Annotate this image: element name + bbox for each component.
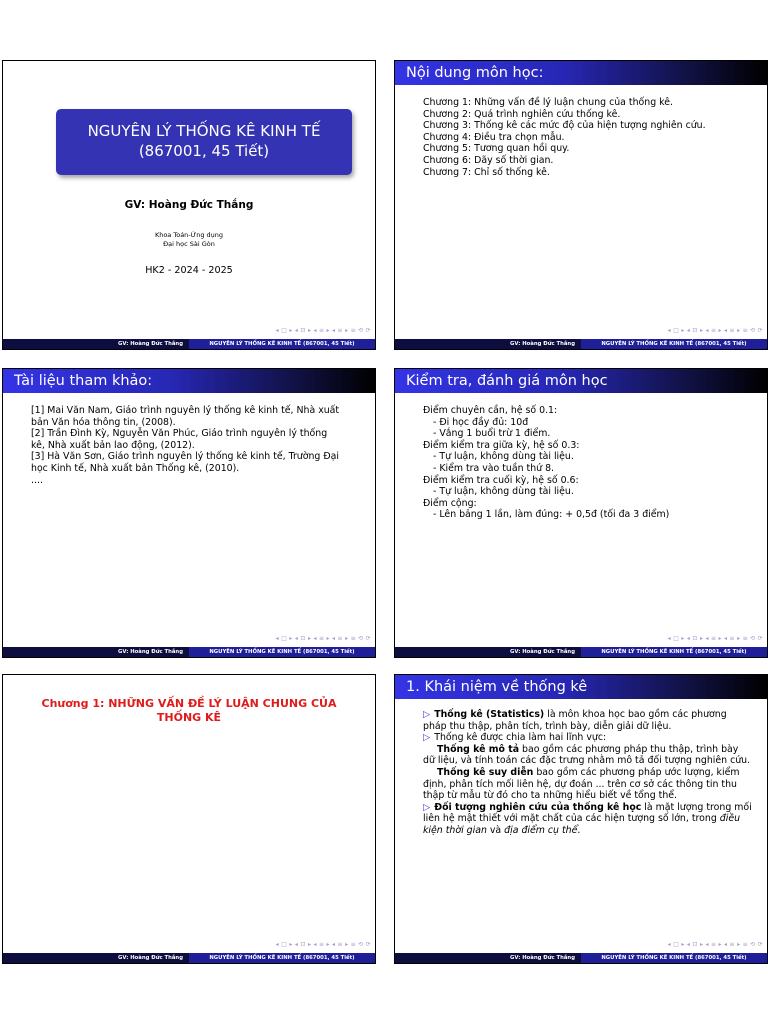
reference-list — [31, 405, 359, 486]
slide-footer — [395, 953, 767, 963]
footer-author: GV: Hoàng Đức Thắng — [395, 339, 581, 349]
paragraph-definition: ▷ Thống kê (Statistics) là môn khoa học bao gồm các phương pháp thu thập, phân tích, trình bày, diễn giải dữ liệu. — [423, 709, 727, 732]
slide-footer — [3, 647, 375, 657]
list-item: Chương 2: Quá trình nghiên cứu thống kê. — [423, 108, 621, 120]
slide-assessment — [394, 368, 768, 658]
triangle-bullet-icon: ▷ — [423, 732, 431, 744]
slide-footer — [395, 647, 767, 657]
slide-chapter-1 — [2, 674, 376, 964]
assessment-line: - Vắng 1 buổi trừ 1 điểm. — [433, 428, 551, 440]
slide-footer — [395, 339, 767, 349]
reference-line: .... — [31, 474, 43, 486]
assessment-line: - Đi học đầy đủ: 10đ — [433, 416, 529, 428]
footer-author: GV: Hoàng Đức Thắng — [395, 953, 581, 963]
paragraph-inferential: Thống kê suy diễn bao gồm các phương pháp ước lượng, kiểm định, phân tích mối liên hệ, dự đoán ... trên cơ sở các thông tin thu thập từ mẫu từ đó cho ta những hiểu biết về tổng thể. — [423, 766, 740, 802]
footer-author: GV: Hoàng Đức Thắng — [3, 647, 189, 657]
slide-references — [2, 368, 376, 658]
beamer-navigation-icons[interactable]: ◂ □ ▸ ◂ ⊡ ▸ ◂ ≡ ▸ ◂ ≡ ▸ ≡ ⟲ ⟳ — [275, 327, 371, 334]
beamer-navigation-icons[interactable]: ◂ □ ▸ ◂ ⊡ ▸ ◂ ≡ ▸ ◂ ≡ ▸ ≡ ⟲ ⟳ — [275, 635, 371, 642]
institute-university: Đại học Sài Gòn — [163, 240, 215, 248]
footer-course: NGUYÊN LÝ THỐNG KÊ KINH TẾ (867001, 45 Tiết) — [189, 647, 375, 657]
reference-line: [3] Hà Văn Sơn, Giáo trình nguyên lý thống kê kinh tế, Trường Đại — [31, 451, 339, 463]
triangle-bullet-icon: ▷ — [423, 709, 431, 720]
triangle-bullet-icon: ▷ — [423, 801, 431, 813]
reference-line: học Kinh tế, Nhà xuất bản Thống kê, (2010). — [31, 462, 240, 474]
chapter-title-line: Chương 1: NHỮNG VẤN ĐỀ LÝ LUẬN CHUNG CỦA — [41, 697, 337, 710]
slide-footer — [3, 339, 375, 349]
assessment-line: - Lên bảng 1 lần, làm đúng: + 0,5đ (tối đa 3 điểm) — [433, 509, 670, 521]
list-item: Chương 1: Những vấn đề lý luận chung của thống kê. — [423, 97, 673, 108]
slide-statistics-concept — [394, 674, 768, 964]
title-box — [56, 109, 352, 175]
footer-author: GV: Hoàng Đức Thắng — [395, 647, 581, 657]
paragraph-object: ▷ Đối tượng nghiên cứu của thống kê học là mặt lượng trong mối liên hệ mật thiết với mặt chất của các hiện tượng số lớn, trong điều kiện thời gian và địa điểm cụ thể. — [423, 801, 752, 836]
term-label: HK2 - 2024 - 2025 — [145, 265, 233, 276]
list-item: Chương 6: Dãy số thời gian. — [423, 154, 554, 166]
beamer-navigation-icons[interactable]: ◂ □ ▸ ◂ ⊡ ▸ ◂ ≡ ▸ ◂ ≡ ▸ ≡ ⟲ ⟳ — [667, 941, 763, 948]
list-item: Chương 7: Chỉ số thống kê. — [423, 166, 550, 178]
footer-course: NGUYÊN LÝ THỐNG KÊ KINH TẾ (867001, 45 Tiết) — [189, 953, 375, 963]
beamer-navigation-icons[interactable]: ◂ □ ▸ ◂ ⊡ ▸ ◂ ≡ ▸ ◂ ≡ ▸ ≡ ⟲ ⟳ — [667, 327, 763, 334]
footer-course: NGUYÊN LÝ THỐNG KÊ KINH TẾ (867001, 45 Tiết) — [581, 647, 767, 657]
course-code: (867001, 45 Tiết) — [138, 142, 270, 160]
author-name: GV: Hoàng Đức Thắng — [124, 199, 254, 211]
frame-title: 1. Khái niệm về thống kê — [395, 675, 767, 699]
reference-line: kê, Nhà xuất bản lao động, (2012). — [31, 439, 195, 451]
slide-footer — [3, 953, 375, 963]
assessment-line: Điểm kiểm tra giữa kỳ, hệ số 0.3: — [423, 439, 580, 451]
reference-line: bản Văn hóa thông tin, (2008). — [31, 416, 176, 428]
assessment-line: - Kiểm tra vào tuần thứ 8. — [433, 462, 555, 474]
beamer-navigation-icons[interactable]: ◂ □ ▸ ◂ ⊡ ▸ ◂ ≡ ▸ ◂ ≡ ▸ ≡ ⟲ ⟳ — [667, 635, 763, 642]
assessment-line: - Tự luận, không dùng tài liệu. — [433, 451, 574, 463]
list-item: Chương 4: Điều tra chọn mẫu. — [423, 131, 565, 143]
paragraph-descriptive: Thống kê mô tả bao gồm các phương pháp thu thập, trình bày dữ liệu, và tính toán các đặc trưng nhằm mô tả đối tượng nghiên cứu. — [423, 743, 751, 767]
slide-course-contents — [394, 60, 768, 350]
slide-title — [2, 60, 376, 350]
chapter-title-line: THỐNG KÊ — [156, 711, 222, 724]
footer-course: NGUYÊN LÝ THỐNG KÊ KINH TẾ (867001, 45 Tiết) — [581, 953, 767, 963]
footer-course: NGUYÊN LÝ THỐNG KÊ KINH TẾ (867001, 45 Tiết) — [189, 339, 375, 349]
course-title: NGUYÊN LÝ THỐNG KÊ KINH TẾ — [87, 122, 321, 140]
institute-faculty: Khoa Toán-Ứng dụng — [154, 231, 224, 239]
footer-course: NGUYÊN LÝ THỐNG KÊ KINH TẾ (867001, 45 Tiết) — [581, 339, 767, 349]
chapter-title — [3, 697, 375, 725]
chapter-list — [423, 97, 751, 178]
list-item: Chương 3: Thống kê các mức độ của hiện tượng nghiên cứu. — [423, 120, 706, 132]
footer-author: GV: Hoàng Đức Thắng — [3, 339, 189, 349]
frame-title: Tài liệu tham khảo: — [3, 369, 375, 393]
assessment-line: Điểm cộng: — [423, 497, 477, 509]
paragraph-fields: ▷ Thống kê được chia làm hai lĩnh vực: — [423, 732, 607, 744]
reference-line: [1] Mai Văn Nam, Giáo trình nguyên lý thống kê kinh tế, Nhà xuất — [31, 405, 340, 416]
assessment-line: - Tự luận, không dùng tài liệu. — [433, 486, 574, 498]
beamer-navigation-icons[interactable]: ◂ □ ▸ ◂ ⊡ ▸ ◂ ≡ ▸ ◂ ≡ ▸ ≡ ⟲ ⟳ — [275, 941, 371, 948]
footer-author: GV: Hoàng Đức Thắng — [3, 953, 189, 963]
concept-body — [423, 709, 753, 837]
assessment-line: Điểm kiểm tra cuối kỳ, hệ số 0.6: — [423, 474, 579, 486]
list-item: Chương 5: Tương quan hồi quy. — [423, 143, 570, 155]
reference-line: [2] Trần Đình Kỳ, Nguyễn Văn Phúc, Giáo trình nguyên lý thống — [31, 428, 328, 440]
assessment-line: Điểm chuyên cần, hệ số 0.1: — [423, 405, 558, 416]
frame-title: Kiểm tra, đánh giá môn học — [395, 369, 767, 393]
assessment-list — [423, 405, 751, 521]
frame-title: Nội dung môn học: — [395, 61, 767, 85]
